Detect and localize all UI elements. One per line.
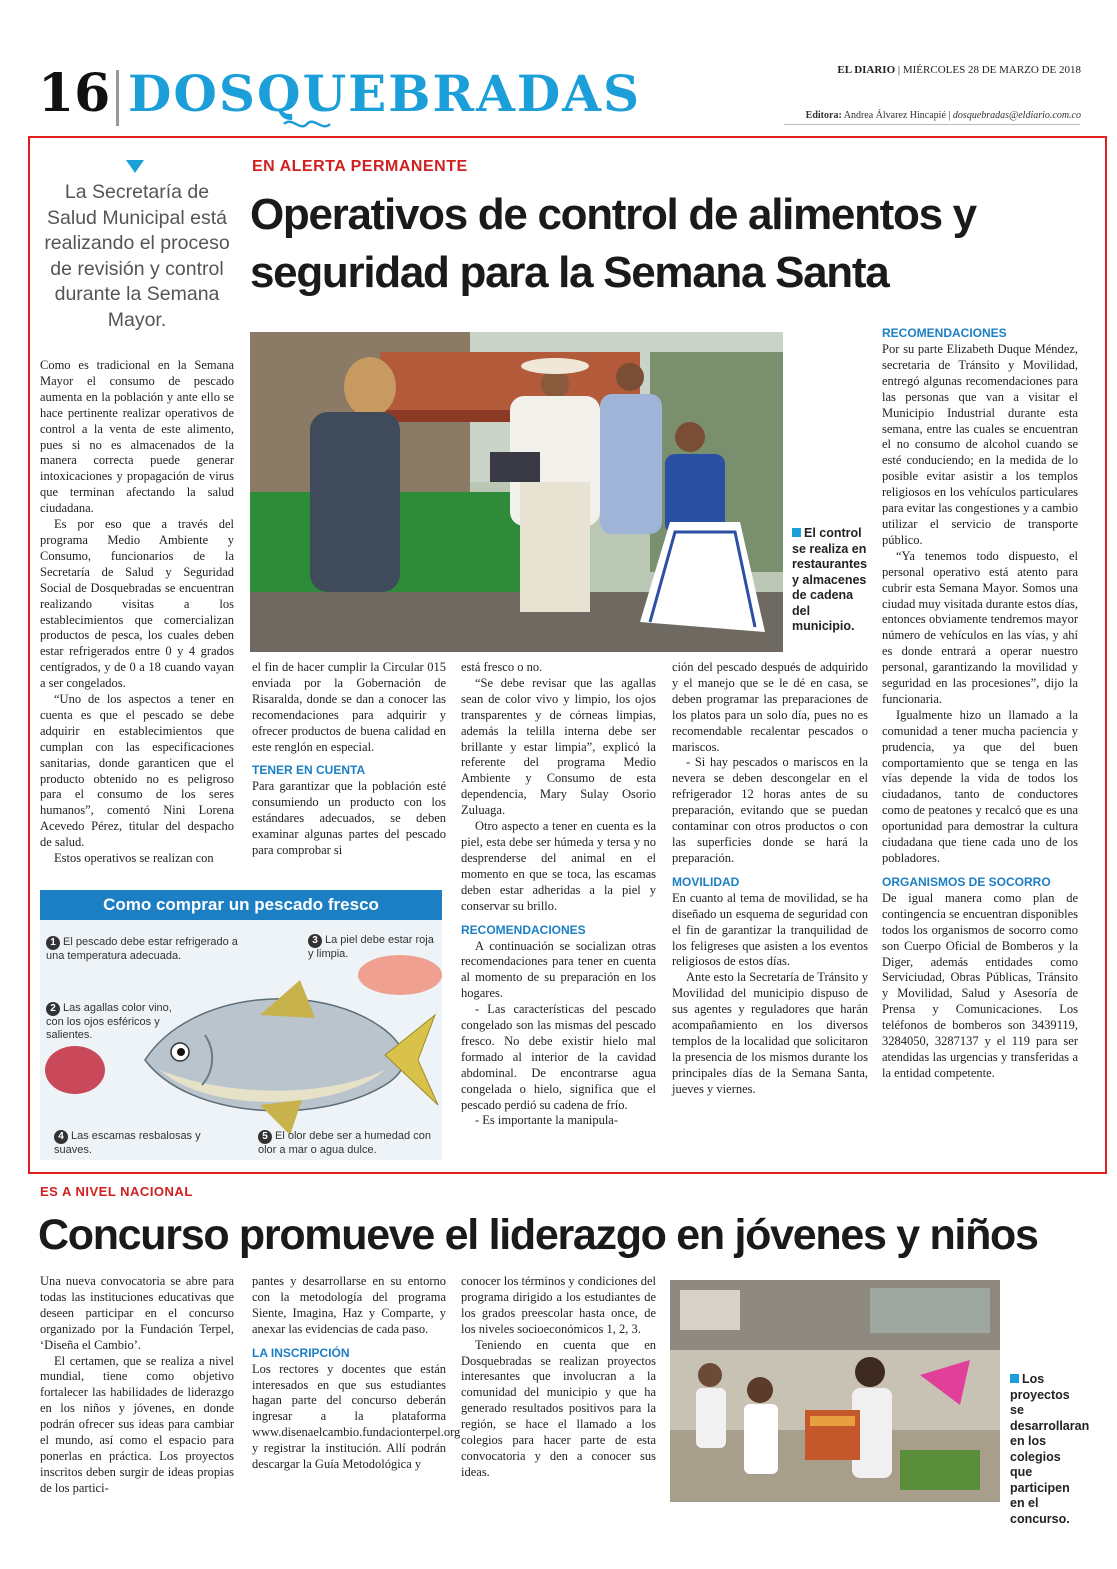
page-number: 16	[38, 63, 111, 124]
story2-col3	[461, 1274, 656, 1481]
caption-text: Los proyectos se desarrollaran en los colegios que participen en el concurso.	[1010, 1372, 1090, 1526]
infographic-step-3	[308, 934, 438, 961]
infographic-step-4	[54, 1130, 204, 1157]
paragraph: “Ya tenemos todo dispuesto, el personal operativo está atento para cubrir esta Semana Mayor. Somos una ciudad muy visitada durante estos días, entonces obviamente tendremos mayor número de vehículos en las vías, y ahí es donde entrará a operar nuestro personal, garantizando la movilidad y seguridad en las procesiones”, dijo la funcionaria.	[882, 548, 1078, 706]
story1-col4	[672, 660, 868, 1098]
caption-square-icon	[792, 528, 801, 537]
paragraph: En cuanto al tema de movilidad, se ha diseñado un esquema de seguridad con el fin de garantizar la tranquilidad de los feligreses que asisten a los eventos religiosos de estos días.	[672, 890, 868, 969]
story1-kicker: EN ALERTA PERMANENTE	[252, 158, 468, 175]
step-number: 1	[46, 936, 60, 950]
story2-col2	[252, 1274, 461, 1473]
infographic-step-1	[46, 936, 256, 963]
editor-line: Editora: Andrea Álvarez Hincapié | dosquebradas@eldiario.com.co	[805, 110, 1081, 121]
infographic-step-5	[258, 1130, 440, 1157]
paragraph: “Se debe revisar que las agallas sean de color vivo y limpio, los ojos transparentes y de córneas limpias, además la telilla interna debe ser brillante y estar limpia”, explicó la referente del programa Medio Ambiente y Consumo de esta dependencia, Mary Sulay Osorio Zuluaga.	[461, 675, 656, 818]
paragraph: - Si hay pescados o mariscos en la nevera se deben descongelar en el refrigerador 12 horas antes de su preparación, evitando que se puedan contaminar con otros productos o con las superficies donde se hará la preparación.	[672, 755, 868, 865]
paragraph: Es por eso que a través del programa Medio Ambiente y Consumo, funcionarios de la Secretaría de Salud y Seguridad Social de Dosquebradas se encuentran realizando visitas a los establecimientos que comercializan productos de pesca, los cuales deben estar refrigerados entre 0 y 4 grados centígrados, y de 0 a 18 cuando vayan a ser congelados.	[40, 517, 234, 691]
paper-name: EL DIARIO	[837, 64, 896, 76]
subhead: RECOMENDACIONES	[461, 922, 586, 937]
paragraph: Los rectores y docentes que están interesados en que sus estudiantes hagan parte del concurso deberán ingresar a la plataforma www.disenaelcambio.fundacionterpel.org y registrar la institución. Allí podrán descargar la Guía Metodológica y	[252, 1361, 461, 1472]
paragraph: - Es importante la manipula-	[475, 1113, 619, 1128]
story1-col3	[461, 660, 656, 1129]
paper-dateline: EL DIARIO | MIÉRCOLES 28 DE MARZO DE 2018	[837, 64, 1081, 76]
story2-photo	[670, 1280, 1000, 1502]
story2-headline: Concurso promueve el liderazgo en jóvenes y niños	[38, 1211, 1038, 1259]
paragraph: Igualmente hizo un llamado a la comunidad a tener mucha paciencia y prudencia, ya que del buen comportamiento que se tenga en las vías depende la vida de todos los ciudadanos, tanto de conductores como de peatones y recalcó que es una oportunidad para demostrar la cultura ciudadana que tiene cada uno de los pobladores.	[882, 707, 1078, 865]
header-divider	[116, 70, 119, 126]
triangle-marker-icon	[126, 160, 144, 173]
subhead: TENER EN CUENTA	[252, 763, 366, 778]
header-rule	[784, 124, 1080, 125]
paragraph: De igual manera como plan de contingencia se encuentran disponibles todos los organismos de socorro como son Cuerpo Oficial de Bomberos y la Diger, además entidades como Serviciudad, Obras Públicas, Tránsito y Movilidad, Salud y Asesoría de Prensa y Comunicaciones. Los teléfonos de bomberos son 3439119, 3284050, 3287137 y el 119 para ser atendidas las urgencias y transferidas a la entidad competente.	[882, 890, 1078, 1080]
paragraph: - Las características del pescado congelado son las mismas del pescado fresco. No debe existir hielo mal formado al interior de la cavidad abdominal. De encontrarse agua congelada o hielo, significa que el pescado perdió su cadena de frío.	[461, 1002, 656, 1112]
paragraph: está fresco o no.	[461, 660, 543, 674]
subhead: ORGANISMOS DE SOCORRO	[882, 874, 1051, 889]
step-number: 3	[308, 934, 322, 948]
step-text: Las escamas resbalosas y suaves.	[54, 1130, 201, 1156]
story1-photo-caption	[792, 526, 868, 635]
paragraph: Ante esto la Secretaría de Tránsito y Movilidad del municipio dispuso de sus agentes y reguladores que harán acompañamiento en los diversos templos de la localidad que solicitaron la presencia de los mismos durante los principales días de la Semana Santa, jueves y viernes.	[672, 970, 868, 1096]
story1-col2	[252, 660, 446, 859]
paragraph: Estos operativos se realizan con	[54, 851, 214, 866]
editor-label: Editora:	[805, 110, 842, 121]
step-number: 5	[258, 1130, 272, 1144]
paragraph: el fin de hacer cumplir la Circular 015 enviada por la Gobernación de Risaralda, donde se dan a conocer las recomendaciones para adquirir y ofrecer productos de buena calidad en este renglón en especial.	[252, 660, 446, 754]
paragraph: Por su parte Elizabeth Duque Méndez, secretaria de Tránsito y Movilidad, entregó algunas recomendaciones para las personas que van a visitar el Municipio Industrial durante esta semana, entre las cuales se encuentran el no consumo de alcohol cuando se esté conduciendo; en la medida de lo posible evitar asistir a los templos religiosos en los vehículos particulares para evitar las congestiones y a cambio utilizar el servicio de transporte público.	[882, 342, 1078, 547]
story1-headline: Operativos de control de alimentos y seguridad para la Semana Santa	[250, 190, 976, 297]
story1-photo	[250, 332, 783, 652]
step-text: Las agallas color vino, con los ojos esféricos y salientes.	[46, 1002, 172, 1041]
step-number: 2	[46, 1002, 60, 1016]
paragraph: El certamen, que se realiza a nivel mundial, tiene como objetivo fortalecer las habilidades de liderazgo en los niños y jóvenes, en donde podrán ofrecer sus ideas para cambiar el mundo, así como el espacio para ponerlas en práctica. Los proyectos inscritos deben surgir de ideas propias de los partici-	[40, 1353, 234, 1495]
paragraph: Otro aspecto a tener en cuenta es la piel, esta debe ser húmeda y tersa y no desprenderse del animal en el momento en que se toca, las escamas deben estar adheridas a la piel y conservar su brillo.	[461, 819, 656, 913]
story2-photo-caption	[1010, 1372, 1090, 1527]
step-text: La piel debe estar roja y limpia.	[308, 934, 434, 960]
editor-name: Andrea Álvarez Hincapié	[843, 110, 946, 121]
caption-text: El control se realiza en restaurantes y almacenes de cadena del municipio.	[792, 526, 868, 633]
subhead: MOVILIDAD	[672, 874, 740, 889]
infographic-step-2	[46, 1002, 186, 1042]
paragraph: conocer los términos y condiciones del programa dirigido a los estudiantes de los grados preescolar hasta once, de los niveles socioeconómicos 1, 2, 3.	[461, 1274, 656, 1336]
pull-quote: La Secretaría de Salud Municipal está realizando el proceso de revisión y control durante la Semana Mayor.	[44, 181, 230, 331]
paragraph: A continuación se socializan otras recomendaciones para tener en cuenta al momento de su preparación en los hogares.	[461, 938, 656, 1001]
subhead: LA INSCRIPCIÓN	[252, 1345, 350, 1360]
paragraph: Una nueva convocatoria se abre para todas las instituciones educativas que deseen participar en el concurso organizado por la Fundación Terpel, ‘Diseña el Cambio’.	[40, 1274, 234, 1352]
paragraph: “Uno de los aspectos a tener en cuenta es que el pescado se debe adquirir en establecimientos que cumplan con las especificaciones sanitarias, donde garanticen que el producto obtenido no es peligroso para el consumo de los seres humanos”, comentó Nini Lorena Acevedo Pérez, titular del despacho de salud.	[40, 692, 234, 850]
school-photo-image	[670, 1280, 1000, 1502]
paragraph: pantes y desarrollarse en su entorno con la metodología del programa Siente, Imagina, Haz y Comparte, y anexar las evidencias de cada paso.	[252, 1274, 446, 1336]
paragraph: Teniendo en cuenta que en Dosquebradas se realizan proyectos interesantes que involucran a la comunidad del municipio y que ha generado resultados positivos para la región, se hace el llamado a los colegios para hacer parte de esta convocatoria y den a conocer sus ideas.	[461, 1337, 656, 1479]
issue-date: MIÉRCOLES 28 DE MARZO DE 2018	[902, 64, 1081, 76]
step-text: El olor debe ser a humedad con olor a mar o agua dulce.	[258, 1130, 431, 1156]
paragraph: ción del pescado después de adquirido y el manejo que se le dé en casa, se deben programar las preparaciones de los platos para un solo día, pues no es recomendable recalentar pescados o mariscos.	[672, 660, 868, 754]
inspection-photo-image	[250, 332, 783, 652]
section-name: DOSQUEBRADAS	[128, 64, 642, 123]
paragraph: Como es tradicional en la Semana Mayor el consumo de pescado aumenta en la población y ante ello se hace pertinente realizar operativos de control a la venta de este alimento, pues si no es almacenados de la manera correcta puede generar intoxicaciones y propagación de virus que terminan afectando la salud ciudadana.	[40, 358, 234, 516]
subhead: RECOMENDACIONES	[882, 326, 1007, 340]
story2-kicker: ES A NIVEL NACIONAL	[40, 1184, 193, 1199]
step-text: El pescado debe estar refrigerado a una temperatura adecuada.	[46, 936, 238, 962]
paragraph: Para garantizar que la población esté consumiendo un producto con los estándares adecuados, se deben examinar algunas partes del pescado para comprobar si	[252, 779, 446, 858]
ornament-swirl-icon	[282, 116, 332, 132]
infographic-title: Como comprar un pescado fresco	[40, 890, 442, 920]
story2-col1	[40, 1274, 234, 1497]
story1-col1	[40, 358, 234, 867]
step-number: 4	[54, 1130, 68, 1144]
fish-infographic	[40, 890, 442, 1160]
story1-col5	[882, 324, 1078, 1082]
caption-square-icon	[1010, 1374, 1019, 1383]
editor-email[interactable]: dosquebradas@eldiario.com.co	[952, 110, 1081, 121]
